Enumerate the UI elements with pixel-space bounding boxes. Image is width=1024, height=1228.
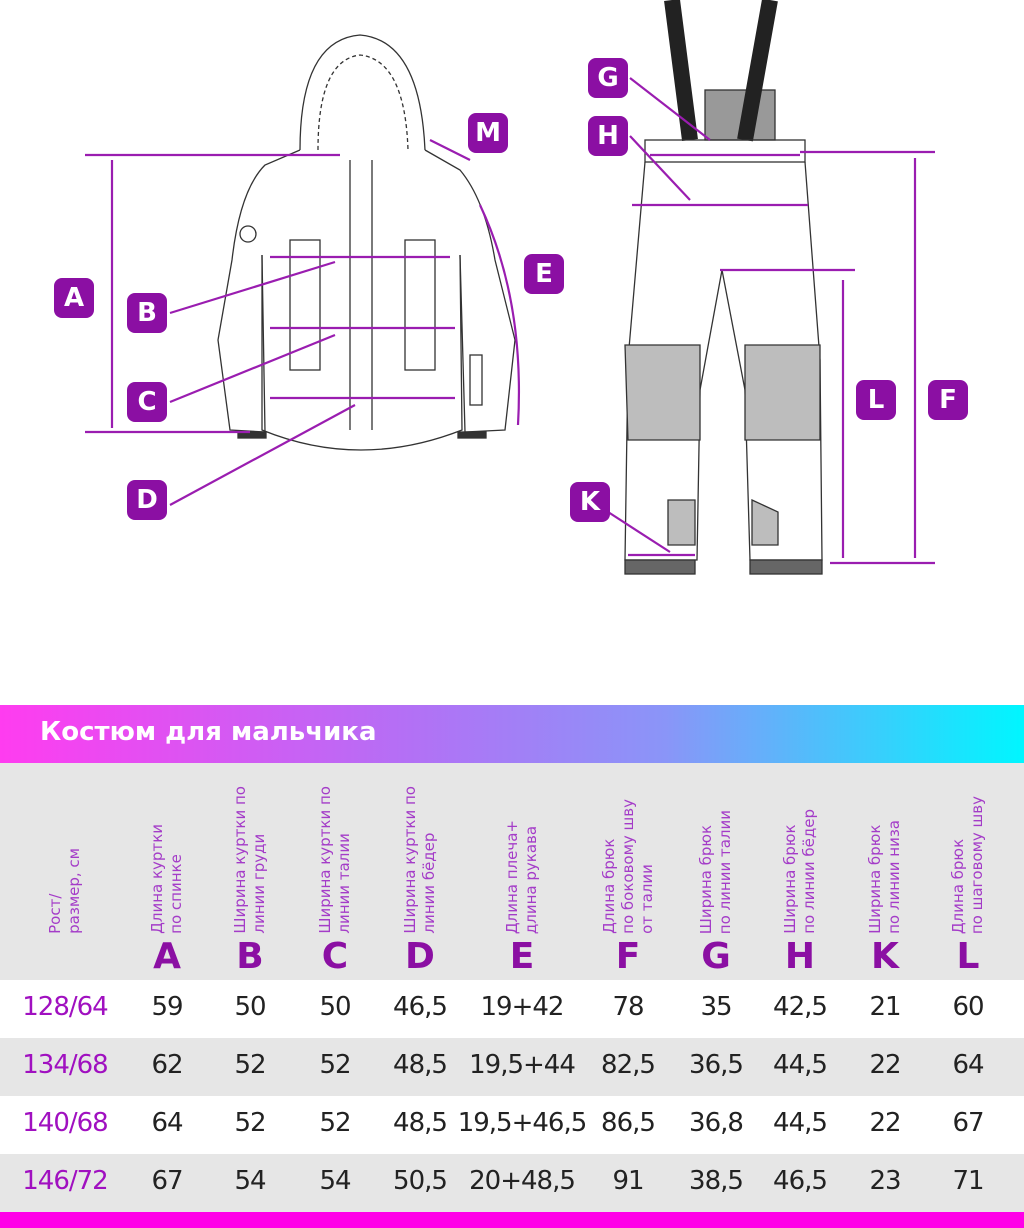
value-cell: 38,5 [689, 1166, 743, 1196]
value-cell: 46,5 [393, 992, 447, 1022]
column-header-label: Ширина брюк по линии талии [697, 809, 734, 934]
value-cell: 36,8 [689, 1108, 743, 1138]
column-header-label: Ширина брюк по линии бёдер [781, 809, 818, 934]
label-badge-a: A [54, 278, 94, 318]
value-cell: 78 [612, 992, 644, 1022]
value-cell: 54 [234, 1166, 266, 1196]
column-header-label: Длина брюк по боковому шву от талии [599, 799, 656, 934]
column-letter: E [509, 936, 535, 977]
column-letter: B [236, 936, 264, 977]
value-cell: 19+42 [480, 992, 564, 1022]
jacket-drawing [218, 35, 515, 450]
value-cell: 52 [319, 1108, 351, 1138]
label-badge-g: G [588, 58, 628, 98]
label-badge-e: E [524, 254, 564, 294]
label-badge-k: K [570, 482, 610, 522]
value-cell: 82,5 [601, 1050, 655, 1080]
size-cell: 134/68 [22, 1050, 108, 1080]
label-badge-c: C [127, 382, 167, 422]
table-row [0, 1038, 1024, 1096]
label-badge-l: L [856, 380, 896, 420]
table-header [0, 763, 1024, 980]
label-badge-m: M [468, 113, 508, 153]
value-cell: 48,5 [393, 1050, 447, 1080]
value-cell: 22 [869, 1108, 901, 1138]
size-cell: 128/64 [22, 992, 108, 1022]
value-cell: 52 [319, 1050, 351, 1080]
value-cell: 50 [319, 992, 351, 1022]
column-letter: G [701, 936, 731, 977]
column-header-label: Ширина куртки по линии талии [316, 786, 353, 934]
column-letter: F [615, 936, 641, 977]
value-cell: 44,5 [773, 1108, 827, 1138]
size-cell: 140/68 [22, 1108, 108, 1138]
column-letter: L [956, 936, 980, 977]
column-header-label: Длина плеча+ длина рукава [503, 819, 540, 934]
value-cell: 20+48,5 [469, 1166, 575, 1196]
value-cell: 67 [952, 1108, 984, 1138]
label-badge-d: D [127, 480, 167, 520]
table-title-band [0, 705, 1024, 763]
value-cell: 21 [869, 992, 901, 1022]
column-header-label: Длина брюк по шаговому шву [949, 795, 986, 934]
value-cell: 64 [952, 1050, 984, 1080]
column-header-label: Ширина куртки по линии груди [231, 786, 268, 934]
value-cell: 91 [612, 1166, 644, 1196]
value-cell: 71 [952, 1166, 984, 1196]
label-badge-f: F [928, 380, 968, 420]
table-row [0, 1096, 1024, 1154]
value-cell: 86,5 [601, 1108, 655, 1138]
column-letter: C [321, 936, 349, 977]
value-cell: 19,5+46,5 [457, 1108, 587, 1138]
value-cell: 52 [234, 1108, 266, 1138]
column-letter: K [871, 936, 899, 977]
bottom-accent-bar [0, 1212, 1024, 1228]
value-cell: 35 [700, 992, 732, 1022]
value-cell: 46,5 [773, 1166, 827, 1196]
value-cell: 59 [151, 992, 183, 1022]
value-cell: 60 [952, 992, 984, 1022]
value-cell: 48,5 [393, 1108, 447, 1138]
table-row [0, 980, 1024, 1038]
column-letter: H [784, 936, 816, 977]
value-cell: 19,5+44 [469, 1050, 575, 1080]
value-cell: 50 [234, 992, 266, 1022]
value-cell: 54 [319, 1166, 351, 1196]
label-badge-b: B [127, 293, 167, 333]
column-header-label: Рост/ размер, см [46, 848, 83, 934]
column-header-label: Длина куртки по спинке [148, 824, 185, 934]
column-letter: A [153, 936, 181, 977]
value-cell: 52 [234, 1050, 266, 1080]
value-cell: 36,5 [689, 1050, 743, 1080]
size-cell: 146/72 [22, 1166, 108, 1196]
pants-drawing [625, 0, 822, 574]
column-letter: D [405, 936, 435, 977]
value-cell: 50,5 [393, 1166, 447, 1196]
value-cell: 23 [869, 1166, 901, 1196]
value-cell: 64 [151, 1108, 183, 1138]
value-cell: 44,5 [773, 1050, 827, 1080]
table-row [0, 1154, 1024, 1212]
table-title: Костюм для мальчика [40, 717, 377, 747]
label-badge-h: H [588, 116, 628, 156]
value-cell: 22 [869, 1050, 901, 1080]
value-cell: 62 [151, 1050, 183, 1080]
column-header-label: Ширина куртки по линии бёдер [401, 786, 438, 934]
column-header-label: Ширина брюк по линии низа [866, 820, 903, 934]
value-cell: 67 [151, 1166, 183, 1196]
value-cell: 42,5 [773, 992, 827, 1022]
